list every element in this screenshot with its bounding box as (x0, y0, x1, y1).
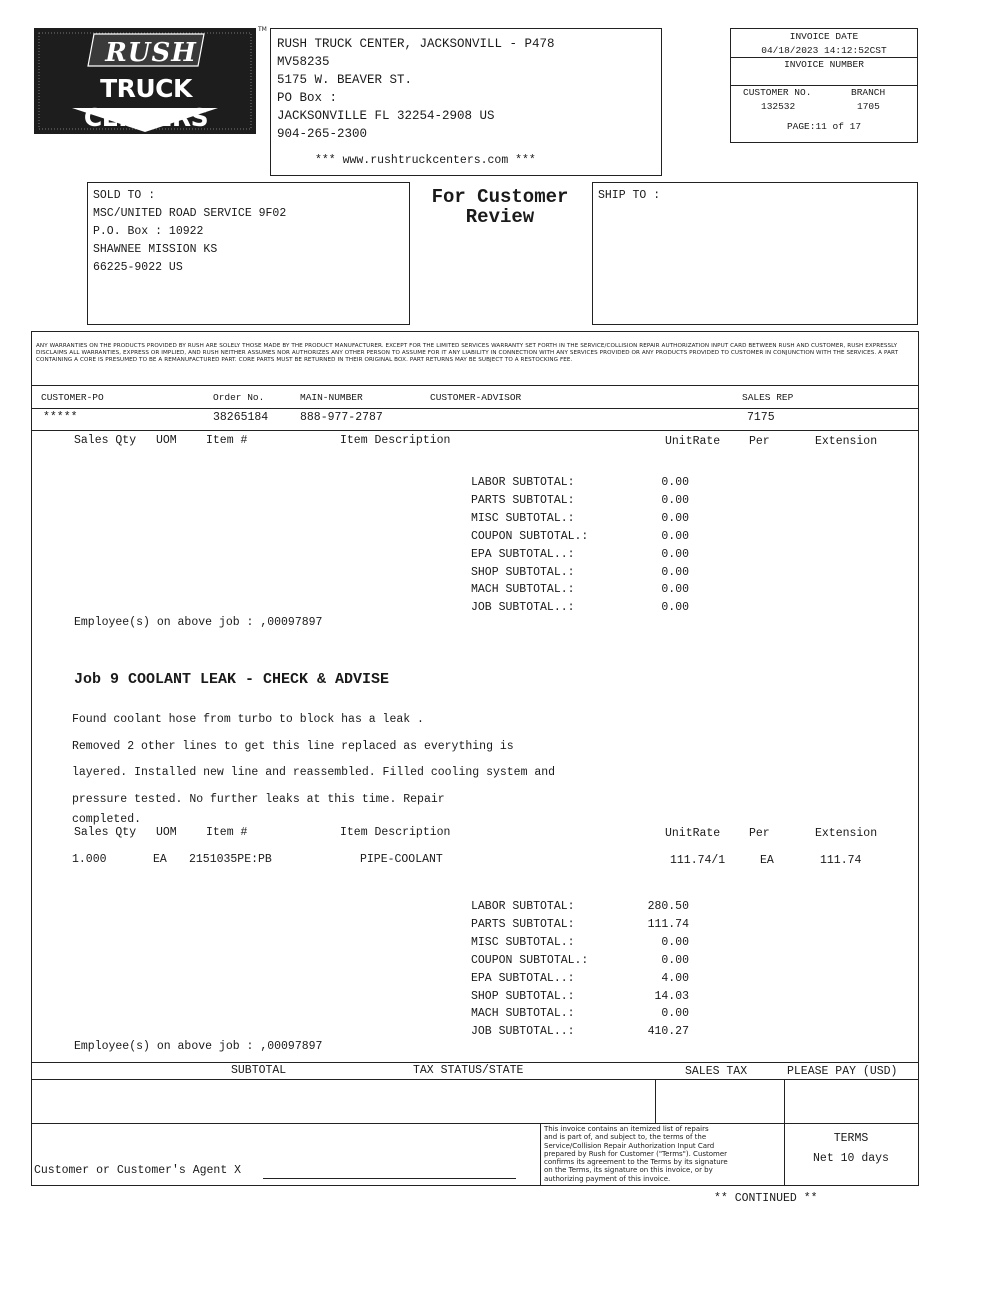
ship-to-box (592, 182, 918, 325)
coupon-subtotal-label: COUPON SUBTOTAL.: (471, 953, 589, 967)
epa-subtotal-label: EPA SUBTOTAL..: (471, 547, 575, 561)
review-line-1: For Customer (431, 186, 569, 208)
epa-subtotal-value: 0.00 (661, 547, 689, 561)
subtotal-values-2 (610, 898, 689, 1041)
col-description: Item Description (340, 826, 451, 839)
job-subtotal-value: 410.27 (647, 1025, 689, 1039)
shop-subtotal-value: 14.03 (654, 989, 689, 1003)
mach-subtotal-value: 0.00 (661, 583, 689, 597)
divider (731, 57, 917, 58)
divider (31, 1079, 919, 1080)
job-note-line: completed. (72, 813, 142, 826)
dealer-website: *** www.rushtruckcenters.com *** (315, 154, 536, 167)
terms-label: TERMS (833, 1132, 869, 1145)
shop-subtotal-value: 0.00 (661, 565, 689, 579)
job-subtotal-value: 0.00 (661, 601, 689, 615)
job-title: Job 9 COOLANT LEAK - CHECK & ADVISE (74, 671, 390, 688)
job-note-line: layered. Installed new line and reassembled. Filled cooling system and (72, 766, 556, 779)
labor-subtotal-value: 0.00 (661, 476, 689, 489)
coupon-subtotal-value: 0.00 (661, 953, 689, 967)
branch-label: BRANCH (851, 87, 886, 98)
dealer-phone: 904-265-2300 (277, 127, 368, 141)
line-item-uom: EA (153, 853, 167, 866)
coupon-subtotal-value: 0.00 (661, 529, 689, 543)
coupon-subtotal-label: COUPON SUBTOTAL.: (471, 529, 589, 543)
terms-value: Net 10 days (813, 1152, 889, 1165)
job-note-line: Removed 2 other lines to get this line replaced as everything is (72, 739, 514, 753)
invoice-date-value: 04/18/2023 14:12:52CST (761, 45, 887, 56)
dealer-city: JACKSONVILLE FL 32254-2908 US (277, 109, 495, 123)
epa-subtotal-label: EPA SUBTOTAL..: (471, 971, 575, 985)
divider (31, 408, 919, 409)
sold-to-name: MSC/UNITED ROAD SERVICE 9F02 (93, 207, 287, 220)
review-line-2: Review (465, 206, 535, 228)
sold-to-box (87, 182, 410, 325)
job-note-line: Found coolant hose from turbo to block has a leak . (72, 713, 424, 726)
terms-line: This invoice contains an itemized list of repairs (544, 1125, 709, 1133)
sold-to-block (93, 187, 286, 277)
sales-rep-value: 7175 (747, 411, 775, 424)
warranty-disclaimer: ANY WARRANTIES ON THE PRODUCTS PROVIDED BY RUSH ARE SOLELY THOSE MADE BY THE PRODUCT MANUFACTURER. EXCEPT FOR THE LIMITED SERVICES WARRANTY SET FORTH IN THE SERVICE/COLLISION REPAIR AUTHORIZATION INPUT CARD BETWEEN RUSH AND CUSTOMER, RUSH EXPRESSLY DISCLAIMS ALL WARRANTIES, EXPRESS OR IMPLIED, AND RUSH NEITHER ASSUMES NOR AUTHORIZES ANY OTHER PERSON TO ASSUME FOR IT ANY LIABILITY IN CONNECTION WITH ANY SERVICES PROVIDED OR ANY PRODUCTS PROVIDED TO CUSTOMER IN CONJUNCTION WITH THE SERVICES. A PART CONTAINING A CORE IS PRESUMED TO BE A REMANUFACTURED PART. CORE PARTS MUST BE RETURNED IN THEIR ORIGINAL BOX. PART RETURNS MAY BE SUBJECT TO A RESTOCKING FEE. (36, 343, 899, 363)
col-description: Item Description (340, 434, 451, 447)
subtotal-labels-1 (471, 474, 588, 617)
epa-subtotal-value: 4.00 (661, 971, 689, 985)
dealer-address (277, 35, 555, 143)
customer-po-value: ***** (43, 411, 78, 424)
line-item-number: 2151035PE:PB (189, 853, 272, 866)
main-number-value: 888-977-2787 (300, 411, 383, 424)
parts-subtotal-label: PARTS SUBTOTAL: (471, 917, 575, 931)
job-note-line: pressure tested. No further leaks at this time. Repair (72, 792, 445, 806)
order-no-label: Order No. (213, 392, 265, 403)
dealer-po-box: PO Box : (277, 91, 338, 105)
parts-subtotal-value: 111.74 (647, 917, 689, 931)
divider (31, 385, 919, 386)
rush-truck-centers-logo (34, 28, 256, 134)
mach-subtotal-value: 0.00 (661, 1007, 689, 1021)
col-item: Item # (206, 434, 248, 447)
job-notes (72, 707, 555, 813)
please-pay-label: PLEASE PAY (USD) (787, 1065, 898, 1078)
dealer-address-box (270, 28, 662, 176)
line-item-unit-rate: 111.74/1 (670, 854, 726, 867)
dealer-name: RUSH TRUCK CENTER, JACKSONVILL - P478 (277, 37, 555, 51)
ship-to-label: SHIP TO : (598, 189, 661, 202)
terms-agreement-text (544, 1125, 784, 1183)
misc-subtotal-label: MISC SUBTOTAL.: (471, 935, 575, 949)
sold-to-po-box: P.O. Box : 10922 (93, 225, 204, 238)
col-uom: UOM (156, 434, 177, 447)
invoice-number-label: INVOICE NUMBER (784, 59, 864, 70)
line-item-description: PIPE-COOLANT (360, 853, 443, 866)
terms-line: confirms its agreement to the Terms by its signature (544, 1158, 728, 1167)
col-unit-rate: UnitRate (665, 827, 721, 840)
shop-subtotal-label: SHOP SUBTOTAL.: (471, 989, 575, 1003)
divider (731, 85, 917, 86)
sold-to-city: SHAWNEE MISSION KS (93, 243, 218, 256)
misc-subtotal-value: 0.00 (661, 511, 689, 525)
mach-subtotal-label: MACH SUBTOTAL.: (471, 1007, 575, 1021)
col-extension: Extension (815, 435, 878, 448)
page-number: PAGE:11 of 17 (786, 121, 862, 132)
continued-note: ** CONTINUED ** (714, 1192, 818, 1205)
line-item-per: EA (760, 854, 774, 867)
sold-to-label: SOLD TO : (93, 189, 156, 202)
line-item-qty: 1.000 (72, 853, 107, 866)
logo-rush-text: RUSH (105, 38, 197, 68)
terms-line: Service/Collision Repair Authorization Input Card (544, 1141, 715, 1150)
divider (31, 430, 919, 431)
dealer-code: MV58235 (277, 55, 330, 69)
employee-line: Employee(s) on above job : ,00097897 (74, 616, 323, 629)
sales-rep-label: SALES REP (742, 392, 794, 403)
col-sales-qty: Sales Qty (74, 826, 137, 839)
shop-subtotal-label: SHOP SUBTOTAL.: (471, 565, 575, 579)
signature-line[interactable] (263, 1178, 516, 1179)
invoice-info-box (730, 28, 918, 143)
job-subtotal-label: JOB SUBTOTAL..: (471, 601, 575, 615)
col-extension: Extension (815, 827, 878, 840)
sales-tax-label: SALES TAX (685, 1065, 748, 1078)
dealer-street: 5175 W. BEAVER ST. (277, 73, 413, 87)
subtotal-values-1 (610, 474, 689, 617)
labor-subtotal-label: LABOR SUBTOTAL: (471, 900, 575, 913)
customer-agent-label: Customer or Customer's Agent X (34, 1164, 242, 1177)
terms-line: prepared by Rush for Customer ("Terms"). Customer (544, 1149, 728, 1158)
misc-subtotal-label: MISC SUBTOTAL.: (471, 511, 575, 525)
col-unit-rate: UnitRate (665, 435, 721, 448)
sold-to-zip: 66225-9022 US (93, 261, 183, 274)
col-sales-qty: Sales Qty (74, 434, 137, 447)
customer-no-label: CUSTOMER NO. (743, 87, 812, 98)
col-uom: UOM (156, 826, 177, 839)
branch-value: 1705 (857, 101, 880, 112)
misc-subtotal-value: 0.00 (661, 935, 689, 949)
customer-po-label: CUSTOMER-PO (41, 392, 104, 403)
terms-line: authorizing payment of this invoice. (544, 1174, 671, 1183)
col-per: Per (749, 827, 770, 840)
divider (540, 1123, 541, 1186)
mach-subtotal-label: MACH SUBTOTAL.: (471, 583, 575, 597)
terms-line: and is part of, and subject to, the terms of the (544, 1133, 707, 1142)
tax-status-label: TAX STATUS/STATE (413, 1064, 524, 1077)
main-number-label: MAIN-NUMBER (300, 392, 363, 403)
labor-subtotal-value: 280.50 (647, 900, 689, 913)
trademark-mark: TM (258, 26, 267, 33)
order-no-value: 38265184 (213, 411, 269, 424)
col-per: Per (749, 435, 770, 448)
parts-subtotal-value: 0.00 (661, 493, 689, 507)
invoice-date-label: INVOICE DATE (789, 31, 859, 42)
divider (655, 1079, 656, 1123)
subtotal-labels-2 (471, 898, 588, 1041)
customer-review-stamp (410, 187, 590, 227)
customer-no-value: 132532 (761, 101, 796, 112)
employee-line: Employee(s) on above job : ,00097897 (74, 1040, 323, 1053)
subtotal-label: SUBTOTAL (231, 1064, 287, 1077)
line-item-extension: 111.74 (820, 854, 862, 867)
parts-subtotal-label: PARTS SUBTOTAL: (471, 493, 575, 507)
divider (31, 1123, 919, 1124)
job-subtotal-label: JOB SUBTOTAL..: (471, 1025, 575, 1039)
divider (31, 1062, 919, 1063)
logo-truck-centers-text: TRUCK CENTERS (83, 74, 209, 132)
col-item: Item # (206, 826, 248, 839)
labor-subtotal-label: LABOR SUBTOTAL: (471, 476, 575, 489)
terms-line: on the Terms, its signature on this invoice, or by (544, 1166, 713, 1175)
customer-advisor-label: CUSTOMER-ADVISOR (430, 392, 522, 403)
